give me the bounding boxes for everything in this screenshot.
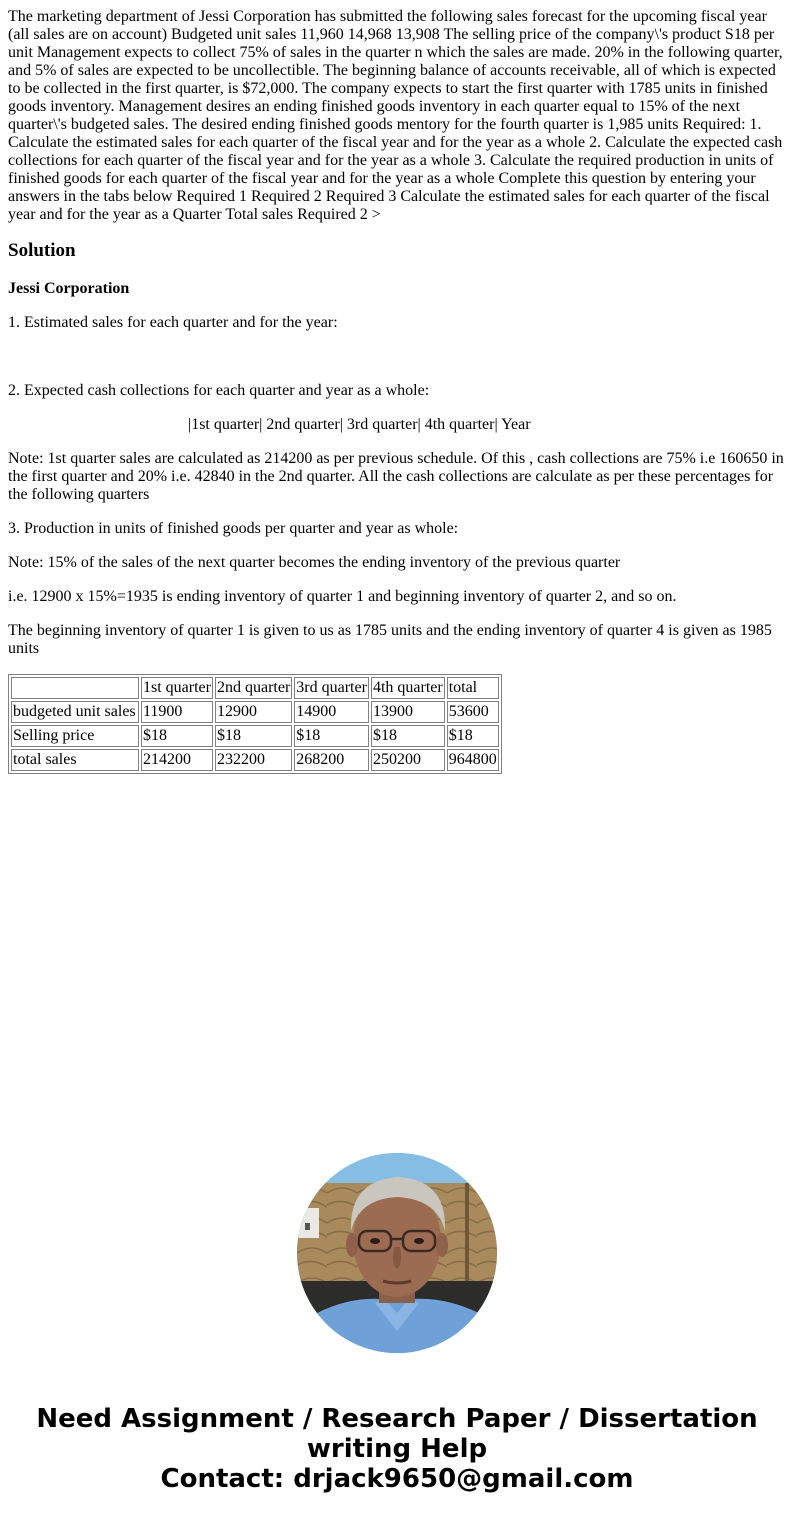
person-portrait-icon bbox=[297, 1153, 497, 1353]
table-cell: 964800 bbox=[447, 749, 499, 771]
table-row-label: budgeted unit sales bbox=[11, 701, 139, 723]
part3-note-3: The beginning inventory of quarter 1 is given to us as 1785 units and the ending inventory of quarter 4 is given as 1985 units bbox=[8, 622, 772, 657]
table-cell: $18 bbox=[447, 725, 499, 747]
footer-line-1: Need Assignment / Research Paper / Dissertation bbox=[36, 1404, 758, 1434]
problem-statement: The marketing department of Jessi Corporation has submitted the following sales forecast for the upcoming fiscal year (all sales are on account) Budgeted unit sales 11,960 14,968 13,908 The selling price of the company\'s product S18 per unit Management expects to collect 75% of sales in the quarter n which the sales are made. 20% in the following quarter, and 5% of sales are expected to be uncollectible. The beginning balance of accounts receivable, all of which is expected to be collected in the first quarter, is $72,000. The company expects to start the first quarter with 1785 units in finished goods inventory. Management desires an ending finished goods inventory in each quarter equal to 15% of the next quarter\'s budgeted sales. The desired ending finished goods mentory for the fourth quarter is 1,985 units Required: 1. Calculate the estimated sales for each quarter of the fiscal year and for the year as a whole 2. Calculate the expected cash collections for each quarter of the fiscal year and for the year as a whole 3. Calculate the required production in units of finished goods for each quarter of the fiscal year and for the year as a whole Complete this question by entering your answers in the tabs below Required 1 Required 2 Required 3 Calculate the estimated sales for each quarter of the fiscal year and for the year as a Quarter Total sales Required 2 > bbox=[8, 8, 783, 223]
table-header-cell: total bbox=[447, 677, 499, 699]
sales-table bbox=[8, 674, 502, 774]
table-header-cell: 2nd quarter bbox=[215, 677, 292, 699]
part1-heading: 1. Estimated sales for each quarter and for the year: bbox=[8, 314, 338, 331]
company-name: Jessi Corporation bbox=[8, 280, 130, 297]
part3-note-2: i.e. 12900 x 15%=1935 is ending inventory of quarter 1 and beginning inventory of quarter 2, and so on. bbox=[8, 588, 677, 605]
table-cell: 11900 bbox=[141, 701, 213, 723]
table-cell: 214200 bbox=[141, 749, 213, 771]
part2-note: Note: 1st quarter sales are calculated as 214200 as per previous schedule. Of this , cash collections are 75% i.e 160650 in the first quarter and 20% i.e. 42840 in the 2nd quarter. All the cash collections are calculate as per these percentages for the following quarters bbox=[8, 450, 784, 503]
avatar bbox=[297, 1153, 497, 1353]
part2-columns-line: |1st quarter| 2nd quarter| 3rd quarter| 4th quarter| Year bbox=[188, 416, 531, 433]
table-cell: 232200 bbox=[215, 749, 292, 771]
part1-empty-space bbox=[8, 348, 786, 382]
table-cell: 53600 bbox=[447, 701, 499, 723]
table-cell: 14900 bbox=[294, 701, 369, 723]
table-cell: $18 bbox=[294, 725, 369, 747]
footer-line-2: writing Help bbox=[306, 1434, 488, 1464]
table-header-cell: 1st quarter bbox=[141, 677, 213, 699]
footer-contact-line: Contact: drjack9650@gmail.com bbox=[160, 1464, 634, 1494]
table-cell: $18 bbox=[141, 725, 213, 747]
table-row bbox=[11, 701, 499, 723]
table-cell: 268200 bbox=[294, 749, 369, 771]
table-row bbox=[11, 749, 499, 771]
solution-title: Solution bbox=[8, 240, 76, 261]
table-cell: $18 bbox=[371, 725, 445, 747]
table-cell: $18 bbox=[215, 725, 292, 747]
table-header-cell: 4th quarter bbox=[371, 677, 445, 699]
part2-heading: 2. Expected cash collections for each quarter and year as a whole: bbox=[8, 382, 430, 399]
table-cell: 250200 bbox=[371, 749, 445, 771]
table-row-label: Selling price bbox=[11, 725, 139, 747]
table-cell: 13900 bbox=[371, 701, 445, 723]
table-header-cell: 3rd quarter bbox=[294, 677, 369, 699]
contact-footer bbox=[0, 1404, 794, 1494]
table-header-row bbox=[11, 677, 499, 699]
part3-heading: 3. Production in units of finished goods per quarter and year as whole: bbox=[8, 520, 459, 537]
table-row-label: total sales bbox=[11, 749, 139, 771]
part3-note-1: Note: 15% of the sales of the next quarter becomes the ending inventory of the previous quarter bbox=[8, 554, 621, 571]
table-row bbox=[11, 725, 499, 747]
table-header-cell bbox=[11, 677, 139, 699]
table-cell: 12900 bbox=[215, 701, 292, 723]
